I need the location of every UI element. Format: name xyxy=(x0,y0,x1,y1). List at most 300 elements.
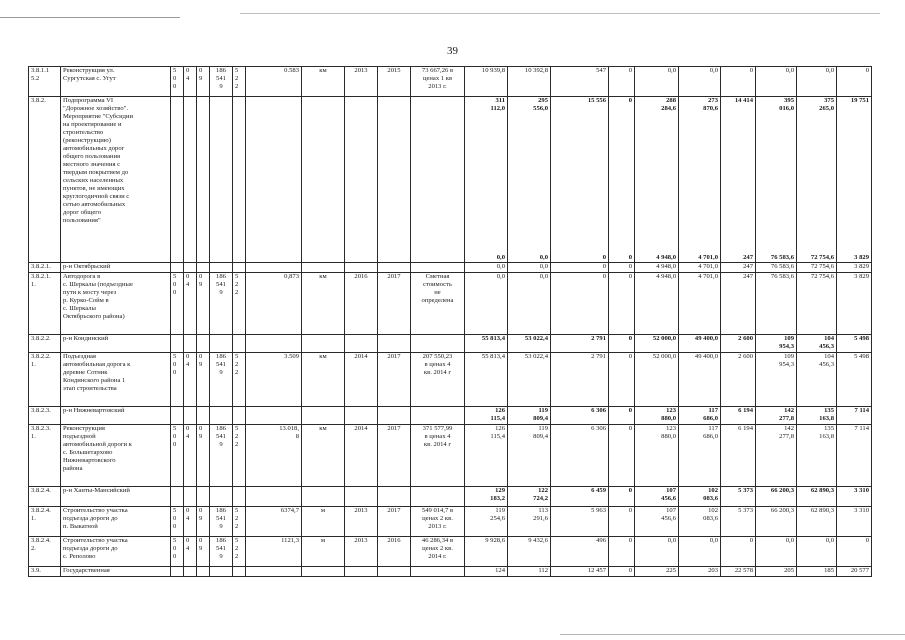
table-cell-code-digit xyxy=(184,97,197,263)
table-cell-value: 126 115,4 xyxy=(465,407,508,425)
table-cell-value: 5 498 xyxy=(837,353,872,407)
table-cell-year-end: 2017 xyxy=(378,425,411,487)
table-cell-code-digit: 0 4 xyxy=(184,67,197,97)
table-cell-value: 129 183,2 xyxy=(465,487,508,507)
table-cell-code-digit xyxy=(184,487,197,507)
table-cell-unit xyxy=(302,335,345,353)
table-cell-value: 66 200,3 xyxy=(756,487,797,507)
table-cell-name: Строительство участка подъезда дороги до с. Реполово xyxy=(61,537,171,567)
table-cell-value: 0,0 xyxy=(756,537,797,567)
table-cell-value: 6 459 xyxy=(551,487,609,507)
table-cell-value: 0 xyxy=(609,425,635,487)
table-cell-code-digit xyxy=(233,97,246,263)
table-cell-value: 6 306 xyxy=(551,407,609,425)
table-cell-value: 5 498 xyxy=(837,335,872,353)
table-cell-value: 62 890,3 xyxy=(797,487,837,507)
table-cell-value: 0,0 xyxy=(635,67,679,97)
table-cell-value: 4 701,0 xyxy=(679,273,721,335)
table-cell-value: 6 194 xyxy=(721,425,756,487)
table-cell-value: 4 701,0 xyxy=(679,263,721,273)
table-cell-value: 102 083,6 xyxy=(679,487,721,507)
table-cell-code-digit xyxy=(210,335,233,353)
page-number: 39 xyxy=(447,45,458,57)
table-cell-value: 9 432,6 xyxy=(508,537,551,567)
table-cell-cost xyxy=(411,263,465,273)
table-row xyxy=(29,537,872,567)
table-cell-value: 0,0 xyxy=(465,263,508,273)
table-cell-length: 3.509 xyxy=(246,353,302,407)
scan-artifact-line xyxy=(240,13,880,14)
table-cell-value: 72 754,6 xyxy=(797,273,837,335)
table-cell-cost xyxy=(411,97,465,263)
table-cell-name: Подпрограмма VI "Дорожное хозяйство". Мероприятие "Субсидии на проектирование и строительство (реконструкцию) автомобильных дорог общего пользования местного значения с твердым покрытием до сельских населенных пунктов, не имеющих круглогодичной связи с сетью автомобильных дорог общего пользования" xyxy=(61,97,171,263)
table-cell-length: 0,873 xyxy=(246,273,302,335)
table-cell-code-digit xyxy=(171,97,184,263)
table-cell-code-digit: 5 2 2 xyxy=(233,353,246,407)
table-cell-value: 55 813,4 xyxy=(465,353,508,407)
table-cell-code-digit xyxy=(197,335,210,353)
table-cell-value-top: 288 284,6 xyxy=(661,97,676,112)
table-cell-value: 0,0 xyxy=(465,273,508,335)
table-cell-value xyxy=(551,97,609,263)
table-cell-name: Государственная xyxy=(61,567,171,577)
table-cell-code-digit xyxy=(184,407,197,425)
table-cell-unit: м xyxy=(302,507,345,537)
table-cell-value: 0 xyxy=(721,67,756,97)
table-cell-value: 0,0 xyxy=(797,67,837,97)
table-cell-value-bottom: 0,0 xyxy=(539,254,548,261)
table-cell-year-start: 2013 xyxy=(345,507,378,537)
table-cell-value xyxy=(508,97,551,263)
table-cell-unit: м xyxy=(302,537,345,567)
table-cell-code-digit: 0 9 xyxy=(197,507,210,537)
table-cell-year-start: 2014 xyxy=(345,425,378,487)
table-cell-code-digit: 0 4 xyxy=(184,353,197,407)
table-cell-value xyxy=(721,97,756,263)
table-cell-year-end: 2017 xyxy=(378,353,411,407)
table-cell-value: 0 xyxy=(551,263,609,273)
table-cell-unit xyxy=(302,407,345,425)
table-cell-value: 0 xyxy=(609,353,635,407)
table-cell-value: 55 813,4 xyxy=(465,335,508,353)
table-cell-year-start: 2013 xyxy=(345,67,378,97)
table-cell-value: 0 xyxy=(609,335,635,353)
table-cell-value: 6 306 xyxy=(551,425,609,487)
table-cell-value: 9 928,6 xyxy=(465,537,508,567)
table-cell-year-start xyxy=(345,97,378,263)
table-cell-value-top: 273 870,6 xyxy=(703,97,718,112)
table-cell-length: 0.583 xyxy=(246,67,302,97)
program-table xyxy=(28,66,872,577)
table-cell-name: Строительство участка подъезда дороги до п. Выкатной xyxy=(61,507,171,537)
table-cell-value: 0 xyxy=(837,67,872,97)
table-cell-code-digit: 5 0 0 xyxy=(171,273,184,335)
table-cell-value: 10 392,8 xyxy=(508,67,551,97)
table-cell-value: 4 948,0 xyxy=(635,263,679,273)
table-cell-year-end xyxy=(378,263,411,273)
table-cell-name: Реконструкция подъездной автомобильной дороги к с. Большетархово Нижневартовского района xyxy=(61,425,171,487)
table-cell-value: 52 000,0 xyxy=(635,335,679,353)
table-cell-year-start: 2014 xyxy=(345,353,378,407)
table-cell-value-top: 0 xyxy=(628,97,632,104)
table-cell-code-digit xyxy=(197,567,210,577)
table-cell-value: 2 600 xyxy=(721,353,756,407)
table-cell-value xyxy=(679,97,721,263)
table-cell-value: 104 456,3 xyxy=(797,335,837,353)
table-cell-value-top: 395 016,0 xyxy=(779,97,794,112)
table-cell-code-digit: 186 541 9 xyxy=(210,273,233,335)
table-cell-value: 4 948,0 xyxy=(635,273,679,335)
table-cell-length: 13.018, 8 xyxy=(246,425,302,487)
table-cell-value: 107 456,6 xyxy=(635,487,679,507)
table-cell-code-digit: 186 541 9 xyxy=(210,67,233,97)
table-cell-year-end: 2015 xyxy=(378,67,411,97)
table-cell-value: 496 xyxy=(551,537,609,567)
table-cell-value-top: 19 751 xyxy=(850,97,869,104)
table-cell-name: Реконструкция ул. Сургутская с. Угут xyxy=(61,67,171,97)
table-cell-value: 0,0 xyxy=(756,67,797,97)
table-cell-cost: 46 286,34 в ценах 2 кв. 2014 г. xyxy=(411,537,465,567)
table-cell-value: 72 754,6 xyxy=(797,263,837,273)
table-cell-code-digit: 0 4 xyxy=(184,273,197,335)
table-cell-value: 109 954,3 xyxy=(756,335,797,353)
table-cell-code-digit: 5 0 0 xyxy=(171,537,184,567)
table-cell-code: 3.8.2.2. 1. xyxy=(29,353,61,407)
table-cell-value: 3 310 xyxy=(837,507,872,537)
table-cell-code-digit xyxy=(233,335,246,353)
table-cell-value-bottom: 4 948,0 xyxy=(656,254,676,261)
table-row xyxy=(29,273,872,335)
table-cell-value: 0 xyxy=(609,537,635,567)
table-cell-code-digit: 5 2 2 xyxy=(233,537,246,567)
table-cell-value-top: 295 556,0 xyxy=(533,97,548,112)
table-cell-year-start: 2013 xyxy=(345,537,378,567)
table-cell-unit: км xyxy=(302,425,345,487)
table-cell-code-digit: 186 541 9 xyxy=(210,425,233,487)
table-cell-value: 0 xyxy=(609,263,635,273)
table-cell-code-digit xyxy=(233,263,246,273)
table-cell-code-digit xyxy=(171,335,184,353)
table-cell-year-start: 2016 xyxy=(345,273,378,335)
table-cell-unit xyxy=(302,97,345,263)
table-cell-value: 117 686,0 xyxy=(679,425,721,487)
table-cell-code-digit xyxy=(197,487,210,507)
table-cell-code-digit: 5 0 0 xyxy=(171,353,184,407)
table-row xyxy=(29,67,872,97)
table-cell-unit: км xyxy=(302,353,345,407)
table-cell-code: 3.8.2.3. 1. xyxy=(29,425,61,487)
table-cell-year-start xyxy=(345,263,378,273)
table-cell-code-digit xyxy=(210,97,233,263)
table-cell-value: 247 xyxy=(721,263,756,273)
table-row xyxy=(29,425,872,487)
table-cell-value: 76 583,6 xyxy=(756,263,797,273)
table-cell-code: 3.8.2.1. xyxy=(29,263,61,273)
table-cell-value: 135 163,8 xyxy=(797,425,837,487)
table-cell-value: 7 114 xyxy=(837,407,872,425)
table-cell-value: 119 254,6 xyxy=(465,507,508,537)
table-cell-unit: км xyxy=(302,273,345,335)
table-cell-value: 62 890,3 xyxy=(797,507,837,537)
table-cell-value xyxy=(635,97,679,263)
table-cell-length: 1121,3 xyxy=(246,537,302,567)
table-cell-code-digit xyxy=(210,567,233,577)
table-cell-value: 3 829 xyxy=(837,273,872,335)
table-cell-value: 52 000,0 xyxy=(635,353,679,407)
table-cell-value: 20 577 xyxy=(837,567,872,577)
table-cell-value: 2 600 xyxy=(721,335,756,353)
table-cell-year-end: 2016 xyxy=(378,537,411,567)
table-cell-value: 0,0 xyxy=(679,67,721,97)
table-cell-value: 123 880,0 xyxy=(635,425,679,487)
table-row xyxy=(29,507,872,537)
table-cell-code-digit xyxy=(197,263,210,273)
table-cell-code-digit: 0 4 xyxy=(184,507,197,537)
table-cell-year-end xyxy=(378,487,411,507)
table-cell-value-top: 14 414 xyxy=(734,97,753,104)
table-cell-value: 119 809,4 xyxy=(508,425,551,487)
table-cell-code-digit xyxy=(171,407,184,425)
table-cell-value: 122 724,2 xyxy=(508,487,551,507)
table-cell-value: 5 373 xyxy=(721,487,756,507)
table-cell-value: 0,0 xyxy=(508,263,551,273)
table-cell-code-digit xyxy=(233,567,246,577)
table-cell-value-bottom: 3 829 xyxy=(854,254,869,261)
table-cell-cost xyxy=(411,335,465,353)
table-cell-code-digit xyxy=(233,487,246,507)
table-cell-value: 3 829 xyxy=(837,263,872,273)
table-cell-value: 0,0 xyxy=(635,537,679,567)
table-cell-year-end xyxy=(378,567,411,577)
table-cell-value: 0,0 xyxy=(679,537,721,567)
table-cell-value: 185 xyxy=(797,567,837,577)
table-cell-value: 203 xyxy=(679,567,721,577)
table-cell-value-bottom: 76 583,6 xyxy=(770,254,794,261)
table-cell-unit xyxy=(302,567,345,577)
table-cell-year-start xyxy=(345,487,378,507)
table-cell-name: р-н Ханты-Мансийский xyxy=(61,487,171,507)
table-cell-code-digit: 0 9 xyxy=(197,425,210,487)
scan-artifact-line xyxy=(560,634,905,635)
table-cell-value: 0,0 xyxy=(508,273,551,335)
table-cell-code-digit: 5 0 0 xyxy=(171,67,184,97)
table-cell-code: 3.8.2.4. xyxy=(29,487,61,507)
table-cell-year-end xyxy=(378,335,411,353)
table-cell-name: Автодорога в с. Шеркалы (подъездные пути к мосту через р. Курко-Сойм в с. Шеркалы Октябрьского района) xyxy=(61,273,171,335)
table-row xyxy=(29,487,872,507)
table-cell-code-digit xyxy=(197,407,210,425)
table-cell-code-digit xyxy=(210,263,233,273)
table-cell-code-digit: 5 2 2 xyxy=(233,273,246,335)
table-cell-value: 142 277,8 xyxy=(756,425,797,487)
table-cell-code: 3.8.2.4. 1. xyxy=(29,507,61,537)
table-row xyxy=(29,567,872,577)
table-cell-value: 0,0 xyxy=(797,537,837,567)
table-row xyxy=(29,353,872,407)
table-cell-code: 3.8.2.2. xyxy=(29,335,61,353)
table-cell-length xyxy=(246,567,302,577)
table-cell-year-end xyxy=(378,407,411,425)
table-cell-value: 6 194 xyxy=(721,407,756,425)
table-cell-value: 112 xyxy=(508,567,551,577)
table-cell-name: р-н Октябрьский xyxy=(61,263,171,273)
table-cell-value: 126 115,4 xyxy=(465,425,508,487)
table-cell-year-start xyxy=(345,567,378,577)
table-cell-code-digit: 0 9 xyxy=(197,537,210,567)
table-cell-unit: км xyxy=(302,67,345,97)
table-cell-code-digit: 0 4 xyxy=(184,425,197,487)
table-cell-value: 53 022,4 xyxy=(508,335,551,353)
table-cell-value xyxy=(797,97,837,263)
table-cell-value: 0 xyxy=(721,537,756,567)
table-cell-value: 76 583,6 xyxy=(756,273,797,335)
table-cell-value: 102 083,6 xyxy=(679,507,721,537)
table-cell-code: 3.8.2.4. 2. xyxy=(29,537,61,567)
table-cell-value: 547 xyxy=(551,67,609,97)
table-cell-value: 12 457 xyxy=(551,567,609,577)
table-cell-value-top: 311 112,0 xyxy=(490,97,505,112)
table-cell-cost: 207 550,23 в ценах 4 кв. 2014 г xyxy=(411,353,465,407)
table-cell-value: 109 954,3 xyxy=(756,353,797,407)
table-cell-name: р-н Кондинский xyxy=(61,335,171,353)
table-cell-name: Подъездная автомобильная дорога к деревне Сотник Кондинского района 1 этап строительства xyxy=(61,353,171,407)
table-cell-code-digit: 0 9 xyxy=(197,273,210,335)
table-cell-value: 49 400,0 xyxy=(679,335,721,353)
table-cell-unit xyxy=(302,263,345,273)
table-cell-value xyxy=(609,97,635,263)
table-cell-value: 0 xyxy=(551,273,609,335)
table-cell-cost xyxy=(411,407,465,425)
table-cell-value-top: 375 265,0 xyxy=(819,97,834,112)
table-cell-code-digit: 5 2 2 xyxy=(233,425,246,487)
table-cell-value: 0 xyxy=(609,567,635,577)
table-cell-code-digit xyxy=(171,263,184,273)
table-cell-value-bottom: 0 xyxy=(602,254,606,261)
table-cell-code-digit xyxy=(210,487,233,507)
table-cell-code-digit xyxy=(210,407,233,425)
table-row xyxy=(29,97,872,263)
table-cell-value: 0 xyxy=(609,273,635,335)
table-cell-value: 123 880,0 xyxy=(635,407,679,425)
table-cell-cost: 549 014,7 в ценах 2 кв. 2013 г. xyxy=(411,507,465,537)
table-cell-length xyxy=(246,97,302,263)
table-cell-value: 225 xyxy=(635,567,679,577)
table-cell-code-digit xyxy=(184,567,197,577)
table-cell-code-digit xyxy=(197,97,210,263)
table-cell-code-digit xyxy=(171,567,184,577)
table-cell-code-digit xyxy=(184,263,197,273)
table-cell-length xyxy=(246,487,302,507)
table-cell-cost xyxy=(411,567,465,577)
table-cell-value: 5 373 xyxy=(721,507,756,537)
table-cell-year-end: 2017 xyxy=(378,507,411,537)
table-cell-code-digit xyxy=(233,407,246,425)
table-cell-code-digit: 186 541 9 xyxy=(210,507,233,537)
table-cell-code-digit: 0 9 xyxy=(197,353,210,407)
table-cell-cost: 371 577,99 в ценах 4 кв. 2014 г xyxy=(411,425,465,487)
table-cell-value: 2 791 xyxy=(551,353,609,407)
table-cell-cost xyxy=(411,487,465,507)
table-cell-unit xyxy=(302,487,345,507)
table-row xyxy=(29,263,872,273)
table-cell-code: 3.8.1.1 5.2 xyxy=(29,67,61,97)
table-cell-value-bottom: 4 701,0 xyxy=(698,254,718,261)
table-cell-value: 135 163,8 xyxy=(797,407,837,425)
table-cell-code-digit xyxy=(184,335,197,353)
table-cell-value: 205 xyxy=(756,567,797,577)
scan-artifact-line xyxy=(0,17,180,18)
table-cell-code: 3.8.2. xyxy=(29,97,61,263)
table-cell-value: 49 400,0 xyxy=(679,353,721,407)
table-cell-value: 124 xyxy=(465,567,508,577)
table-row xyxy=(29,335,872,353)
table-cell-code-digit: 0 9 xyxy=(197,67,210,97)
table-cell-value: 53 022,4 xyxy=(508,353,551,407)
table-cell-code-digit: 5 2 2 xyxy=(233,67,246,97)
table-cell-length xyxy=(246,335,302,353)
table-cell-year-start xyxy=(345,407,378,425)
table-cell-cost: 73 667,26 в ценах 1 кв 2013 г. xyxy=(411,67,465,97)
table-cell-code: 3.8.2.3. xyxy=(29,407,61,425)
table-cell-value: 2 791 xyxy=(551,335,609,353)
table-cell-value: 22 578 xyxy=(721,567,756,577)
table-cell-code-digit: 5 0 0 xyxy=(171,425,184,487)
table-cell-value: 10 939,8 xyxy=(465,67,508,97)
table-cell-code-digit: 5 2 2 xyxy=(233,507,246,537)
table-cell-code-digit: 5 0 0 xyxy=(171,507,184,537)
table-cell-code-digit xyxy=(171,487,184,507)
table-cell-value: 0 xyxy=(609,487,635,507)
table-cell-cost: Сметная стоимость не определена xyxy=(411,273,465,335)
table-cell-value-top: 15 556 xyxy=(587,97,606,104)
table-cell-value-bottom: 0 xyxy=(628,254,632,261)
table-cell-length xyxy=(246,263,302,273)
table-cell-code: 3.8.2.1. 1. xyxy=(29,273,61,335)
table-cell-name: р-н Нижневартовский xyxy=(61,407,171,425)
table-cell-value xyxy=(465,97,508,263)
table-cell-value: 0 xyxy=(609,507,635,537)
table-cell-value: 5 963 xyxy=(551,507,609,537)
table-cell-value-bottom: 247 xyxy=(743,254,753,261)
table-cell-code: 3.9. xyxy=(29,567,61,577)
table-cell-value: 119 809,4 xyxy=(508,407,551,425)
table-cell-year-end: 2017 xyxy=(378,273,411,335)
table-cell-code-digit: 186 541 9 xyxy=(210,537,233,567)
table-cell-value: 247 xyxy=(721,273,756,335)
table-cell-code-digit: 186 541 9 xyxy=(210,353,233,407)
table-cell-length xyxy=(246,407,302,425)
table-cell-value: 7 114 xyxy=(837,425,872,487)
table-cell-value-bottom: 72 754,6 xyxy=(810,254,834,261)
table-cell-value: 66 200,3 xyxy=(756,507,797,537)
table-cell-code-digit: 0 4 xyxy=(184,537,197,567)
table-cell-value: 104 456,3 xyxy=(797,353,837,407)
table-row xyxy=(29,407,872,425)
table-cell-year-start xyxy=(345,335,378,353)
table-cell-value: 113 291,6 xyxy=(508,507,551,537)
table-cell-value: 0 xyxy=(609,67,635,97)
table-cell-value: 0 xyxy=(609,407,635,425)
table-cell-value: 117 686,0 xyxy=(679,407,721,425)
table-cell-value-bottom: 0,0 xyxy=(496,254,505,261)
table-cell-value xyxy=(837,97,872,263)
table-cell-value xyxy=(756,97,797,263)
table-cell-value: 0 xyxy=(837,537,872,567)
table-cell-value: 3 310 xyxy=(837,487,872,507)
table-cell-value: 107 456,6 xyxy=(635,507,679,537)
table-cell-length: 6374,7 xyxy=(246,507,302,537)
table-cell-value: 142 277,8 xyxy=(756,407,797,425)
